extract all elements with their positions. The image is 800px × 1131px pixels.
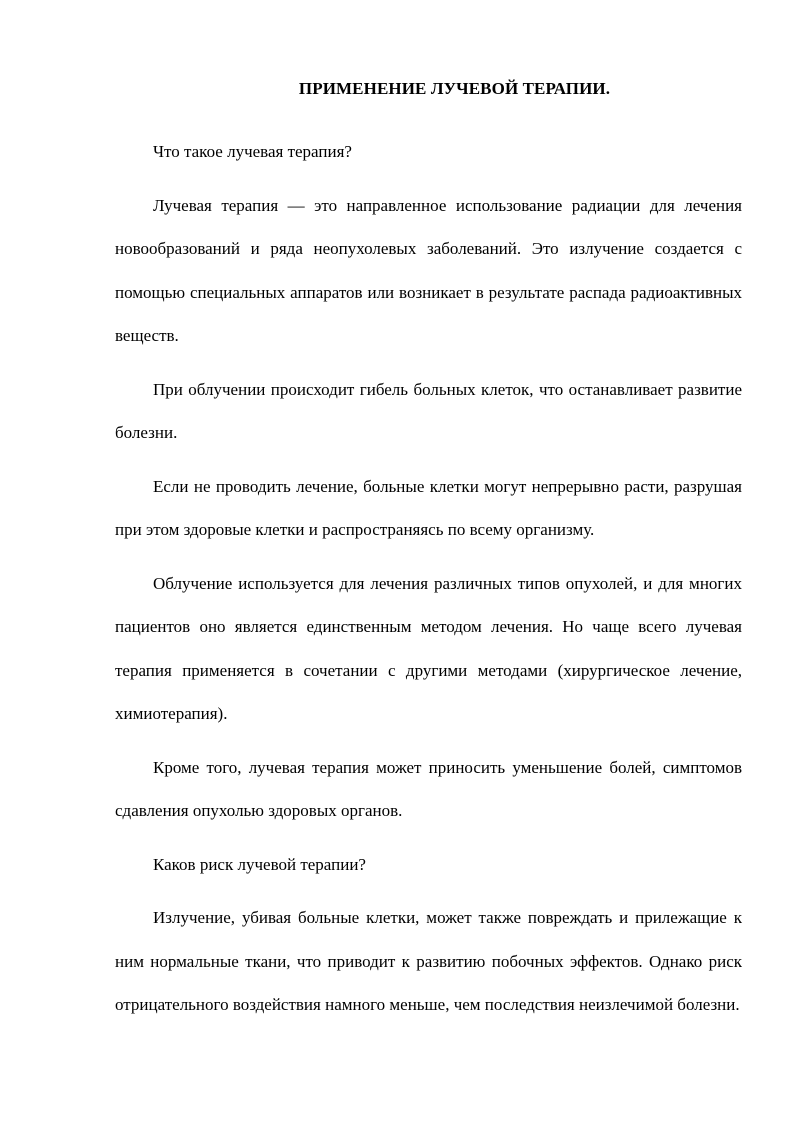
paragraph-question-what: Что такое лучевая терапия?	[153, 142, 352, 161]
document-page	[115, 78, 742, 1037]
paragraph-pain-relief: Кроме того, лучевая терапия может приносить уменьшение болей, симптомов сдавления опухолью здоровых органов.	[115, 757, 742, 820]
paragraph-usage: Облучение используется для лечения различных типов опухолей, и для многих пациентов оно является единственным методом лечения. Но чаще всего лучевая терапия применяется в сочетании с другими методами (хирургическое лечение, химиотерапия).	[115, 573, 742, 723]
paragraph-definition: Лучевая терапия — это направленное использование радиации для лечения новообразований и ряда неопухолевых заболеваний. Это излучение создается с помощью специальных аппаратов или возникает в результате распада радиоактивных веществ.	[115, 195, 742, 345]
paragraph-risk: Излучение, убивая больные клетки, может также повреждать и прилежащие к ним нормальные ткани, что приводит к развитию побочных эффектов. Однако риск отрицательного воздействия намного меньше, чем последствия неизлечимой болезни.	[115, 908, 742, 1014]
paragraph-cell-death: При облучении происходит гибель больных клеток, что останавливает развитие болезни.	[115, 379, 742, 442]
paragraph-no-treatment: Если не проводить лечение, больные клетки могут непрерывно расти, разрушая при этом здоровые клетки и распространяясь по всему организму.	[115, 476, 742, 539]
paragraph-question-risk: Каков риск лучевой терапии?	[153, 854, 366, 874]
document-title: ПРИМЕНЕНИЕ ЛУЧЕВОЙ ТЕРАПИИ.	[298, 79, 611, 98]
